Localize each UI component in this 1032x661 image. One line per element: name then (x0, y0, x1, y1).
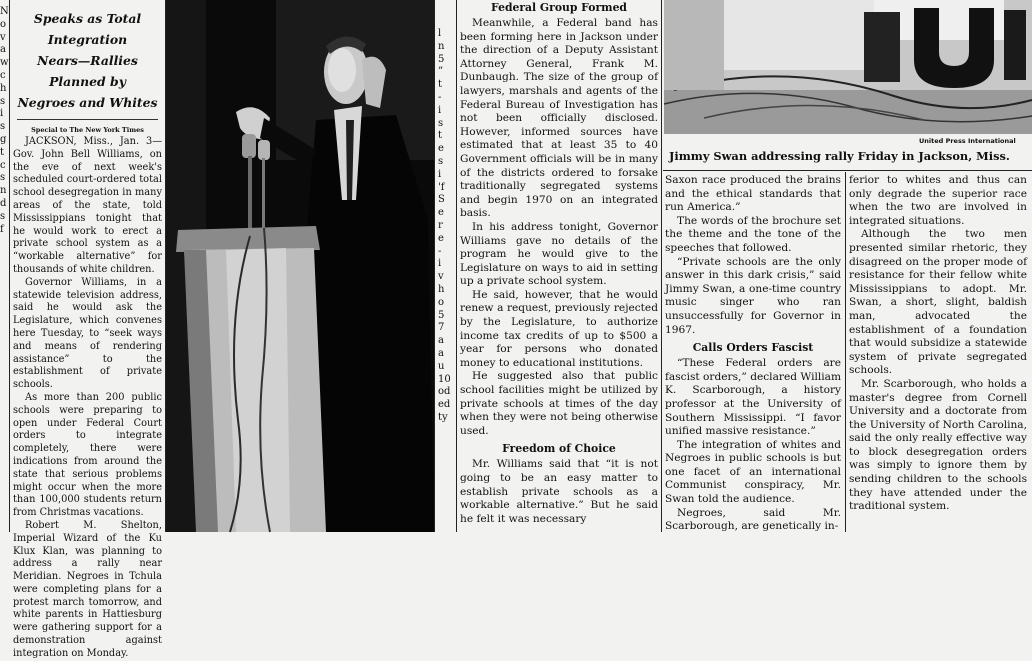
middle-article-body-b (458, 458, 660, 526)
paragraph: JACKSON, Miss., Jan. 3—Gov. John Bell Williams, on the eve of next week's scheduled court-ordered total school desegregation in many areas of the state, told Mississippians tonight that he would work to erect a private school system as a “workable alternative” for thousands of white children. (13, 136, 162, 275)
fragment-letter: 7 (438, 322, 445, 334)
fragment-letter: S (438, 194, 445, 206)
fragment-letter: i (0, 108, 4, 120)
fragment-letter: a (438, 335, 444, 347)
right-column-b (847, 174, 1029, 532)
middle-article-body-a (458, 17, 660, 438)
fragment-letter: s (0, 210, 6, 222)
left-article-column (11, 0, 164, 659)
column-rule (845, 172, 846, 532)
paragraph: The integration of whites and Negroes in public schools is but one facet of an international Communist conspiracy, Mr. Swan told the audience. (665, 438, 841, 506)
fragment-letter: s (438, 117, 444, 129)
fragment-letter: v (438, 271, 444, 283)
fragment-letter: o (0, 18, 7, 30)
left-edge-fragments (0, 6, 8, 532)
fragment-letter: i (438, 258, 442, 270)
column-rule (661, 0, 662, 532)
fragment-letter: 10 (438, 373, 451, 385)
fragment-letter: t (0, 146, 5, 158)
fragment-letter: c (0, 159, 6, 171)
fragment-letter: - (438, 91, 442, 103)
right-column-a-body (663, 174, 843, 337)
column-rule (456, 0, 457, 532)
fragment-letter: h (0, 82, 7, 94)
rally-photo (664, 0, 1032, 134)
fragment-letter: s (0, 95, 6, 107)
right-column-b-body (847, 174, 1029, 514)
column-rule (9, 0, 10, 532)
fragment-letter: t (438, 79, 443, 91)
fragment-letter: a (0, 44, 6, 56)
photo-caption: Jimmy Swan addressing rally Friday in Jackson, Miss. (669, 149, 1010, 163)
fragment-letter: - (438, 245, 442, 257)
caption-divider (663, 170, 1032, 171)
fragment-letter: ” (438, 66, 444, 78)
fragment-letter: c (0, 69, 6, 81)
fragment-letter: l (438, 28, 442, 39)
fragment-letter: e (438, 207, 444, 219)
fragment-letter: n (0, 185, 7, 197)
fragment-letter: e (438, 232, 444, 244)
headline-line: Negroes and Whites (17, 95, 158, 110)
paragraph: ferior to whites and thus can only degrade the superior race when the two are involved in integrated situations. (849, 174, 1027, 227)
headline-divider (17, 119, 158, 120)
column-rule (434, 0, 435, 532)
paragraph: In his address tonight, Governor Williams gave no details of the program he would give to the Legislature on ways to aid in setting up a private school system. (460, 220, 658, 288)
fragment-letter: 5 (438, 309, 445, 321)
fragment-letter: od (438, 386, 451, 398)
paragraph: Saxon race produced the brains and the ethical standards that run America.” (665, 174, 841, 214)
fragment-letter: t (438, 130, 443, 142)
fragment-letter: v (0, 31, 6, 43)
paragraph: Governor Williams, in a statewide television address, said he would ask the Legislature, which convenes here Tuesday, to “seek ways and means of rendering assistance” to the establishment of private schools. (13, 276, 162, 391)
subhead-freedom-of-choice: Freedom of Choice (502, 442, 616, 456)
fragment-letter: N (0, 6, 9, 17)
subhead-federal-group: Federal Group Formed (491, 1, 627, 14)
middle-edge-fragments (438, 28, 450, 532)
fragment-letter: s (438, 155, 444, 167)
paragraph: “These Federal orders are fascist orders,” declared William K. Scarborough, a history professor at the University of Southern Mississippi. “I favor unified massive resistance.” (665, 357, 841, 438)
subhead-calls-orders-fascist: Calls Orders Fascist (692, 341, 814, 355)
paragraph: Mr. Williams said that “it is not going to be an easy matter to establish private schools as a workable alternative.” But he said he felt it was necessary (460, 458, 658, 525)
fragment-letter: ed (438, 399, 451, 411)
paragraph: As more than 200 public schools were preparing to open under Federal Court orders to integrate completely, there were indications from around the state that serious problems might occur when the more than 100,000 students return from Christmas vacations. (13, 391, 162, 519)
photo-credit: United Press International (919, 137, 1016, 145)
fragment-letter: h (438, 283, 445, 295)
fragment-letter: d (0, 197, 7, 209)
fragment-letter: ty (438, 411, 448, 423)
headline-line: Speaks as Total Integration (33, 11, 142, 47)
middle-article-column (458, 0, 660, 532)
paragraph: He suggested also that public school facilities might be utilized by private schools at times of the day when they were not being otherwise used. (460, 370, 658, 437)
fragment-letter: n (438, 40, 445, 52)
fragment-letter: f (0, 223, 4, 235)
paragraph: Mr. Scarborough, who holds a master's degree from Cornell University and a doctorate from the University of North Carolina, said the only really effective way to block desegregation orders was simply to ignore them by sending children to the schools they have attended under the traditional system. (849, 377, 1027, 513)
paragraph: Negroes, said Mr. Scarborough, are genetically in- (665, 506, 841, 533)
fragment-letter: u (438, 360, 445, 372)
paragraph: The words of the brochure set the theme and the tone of the speeches that followed. (665, 214, 841, 254)
paragraph: He said, however, that he would renew a request, previously rejected by the Legislature, to authorize income tax credits of up to $500 a year for persons who donated money to educational institutions. (460, 288, 658, 369)
paragraph: Meanwhile, a Federal band has been forming here in Jackson under the direction of a Deputy Assistant Attorney General, Frank M. Dunbaugh. The size of the group of lawyers, marshals and agents of the Federal Bureau of Investigation has not been officially disclosed. However, informed sources have estimated that at least 35 to 40 Government officials will be in many of the districts ordered to forsake traditionally segregated systems and begin 1970 on an integrated basis. (460, 17, 658, 220)
paragraph: Robert M. Shelton, Imperial Wizard of the Ku Klux Klan, was planning to address a rally near Meridian. Negroes in Tchula were completing plans for a protest march tomorrow, and white parents in Hattiesburg were gathering support for a demonstration against integration on Monday. (13, 519, 162, 659)
fragment-letter: a (438, 347, 444, 359)
fragment-letter: r (438, 219, 443, 231)
special-credit: Special to The New York Times (31, 126, 144, 134)
fragment-letter: i (438, 104, 442, 116)
rally-photo-art (664, 0, 1032, 134)
left-headline (13, 8, 162, 113)
fragment-letter: s (0, 172, 6, 184)
fragment-letter: 'f (438, 181, 445, 193)
paragraph: “Private schools are the only answer in this dark crisis,” said Jimmy Swan, a one-time country music singer who ran unsuccessfully for Governor in 1967. (665, 255, 841, 336)
fragment-letter: 5 (438, 53, 445, 65)
right-column-a (663, 174, 843, 532)
fragment-letter: w (0, 57, 9, 69)
governor-photo-art (166, 0, 434, 532)
fragment-letter: i (438, 168, 442, 180)
governor-speaking-photo (166, 0, 434, 532)
headline-line: Nears—Rallies Planned by (37, 53, 138, 89)
fragment-letter: s (0, 121, 6, 133)
fragment-letter: o (438, 296, 445, 308)
fragment-letter: e (438, 143, 444, 155)
paragraph: Although the two men presented similar rhetoric, they disagreed on the proper mode of resistance for their fellow white Mississippians to adopt. Mr. Swan, a short, slight, baldish man, advocated the establishment of a foundation that would subsidize a statewide system of private segregated schools. (849, 228, 1027, 377)
right-column-a-body-b (663, 357, 843, 534)
left-article-body (11, 136, 164, 661)
fragment-letter: g (0, 133, 7, 145)
